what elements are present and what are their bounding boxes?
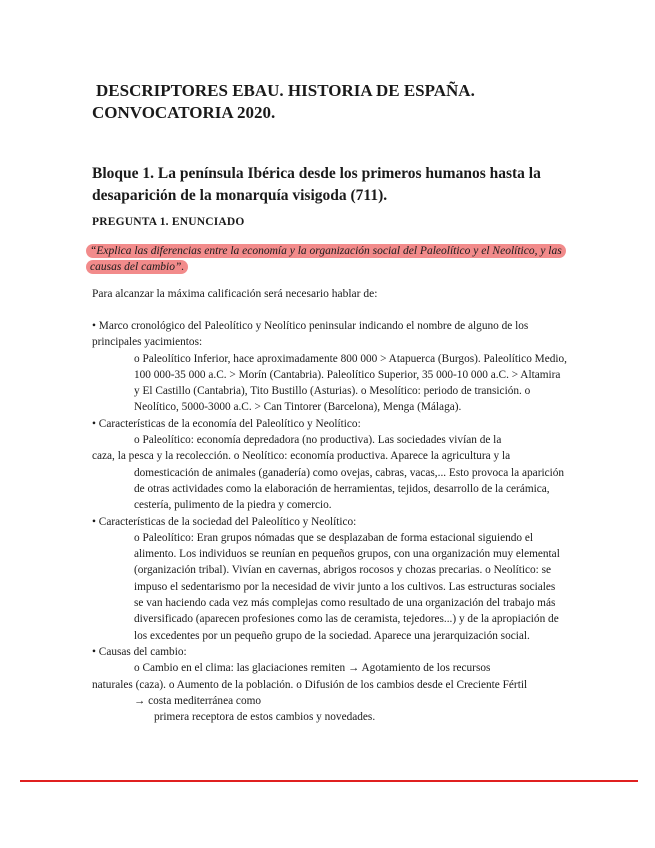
intro-text: Para alcanzar la máxima calificación será necesario hablar de:	[92, 288, 378, 300]
sub-causes-b: naturales (caza). o Aumento de la población. o Difusión de los cambios desde el Creciente Fértil	[92, 678, 528, 691]
question-statement	[86, 243, 564, 275]
document-title	[92, 80, 562, 124]
sub-economy-b: caza, la pesca y la recolección. o Neolítico: economía productiva. Aparece la agricultura y la	[92, 450, 511, 463]
document-title-line-1: DESCRIPTORES EBAU. HISTORIA DE ESPAÑA.	[96, 81, 475, 100]
sub-causes-c: → costa mediterránea como	[134, 694, 262, 707]
document-title-line-2: CONVOCATORIA 2020.	[92, 103, 276, 122]
bullet-economy: • Características de la economía del Paleolítico y Neolítico:	[92, 417, 361, 430]
question-heading: PREGUNTA 1. ENUNCIADO	[92, 216, 245, 228]
bullet-causes: • Causas del cambio:	[92, 645, 187, 658]
sub-economy-c: domesticación de animales (ganadería) como ovejas, cabras, vacas,... Esto provoca la aparición de otras actividades como la elaboración de herramientas, tejidos, desarrollo de la cerámica, cestería, pulimento de la piedra y comercio.	[134, 466, 565, 512]
sub-causes-a: o Cambio en el clima: las glaciaciones remiten → Agotamiento de los recursos	[134, 662, 491, 675]
sub-economy-a: o Paleolítico: economía depredadora (no productiva). Las sociedades vivían de la	[134, 434, 502, 447]
bullet-chronology: • Marco cronológico del Paleolítico y Neolítico peninsular indicando el nombre de alguno de los principales yacimientos:	[92, 320, 529, 349]
sub-chronology: o Paleolítico Inferior, hace aproximadamente 800 000 > Atapuerca (Burgos). Paleolítico Medio, 100 000-35 000 a.C. > Morín (Cantabria). Paleolítico Superior, 35 000-10 000 a.C. > Altamira y El Castillo (Cantabria), Tito Bustillo (Asturias). o Mesolítico: periodo de transición. o Neolítico, 5000-3000 a.C. > Can Tintorer (Barcelona), Menga (Málaga).	[134, 352, 567, 414]
block-title: Bloque 1. La península Ibérica desde los primeros humanos hasta la desaparición de la monarquía visigoda (711).	[92, 165, 541, 204]
descriptor-list	[92, 318, 567, 725]
red-divider-line	[20, 780, 638, 782]
highlighted-statement: “Explica las diferencias entre la economía y la organización social del Paleolítico y el Neolítico, y las causas del cambio”.	[86, 244, 566, 274]
sub-society: o Paleolítico: Eran grupos nómadas que se desplazaban de forma estacional siguiendo el alimento. Los individuos se reunían en pequeños grupos, con una organización muy elemental (organización tribal). Vivían en cavernas, abrigos rocosos y chozas precarias. o Neolítico: se impuso el sedentarismo por la necesidad de vivir junto a los cultivos. Las estructuras sociales se van haciendo cada vez más complejas como resultado de una organización del trabajo más diversificado (aparecen profesiones como las de ceramista, tejedores...) y de la apropiación de los excedentes por un pequeño grupo de la sociedad. Aparece una jerarquización social.	[134, 531, 560, 642]
sub-causes-d: primera receptora de estos cambios y novedades.	[154, 711, 376, 724]
bullet-society: • Características de la sociedad del Paleolítico y Neolítico:	[92, 515, 357, 528]
